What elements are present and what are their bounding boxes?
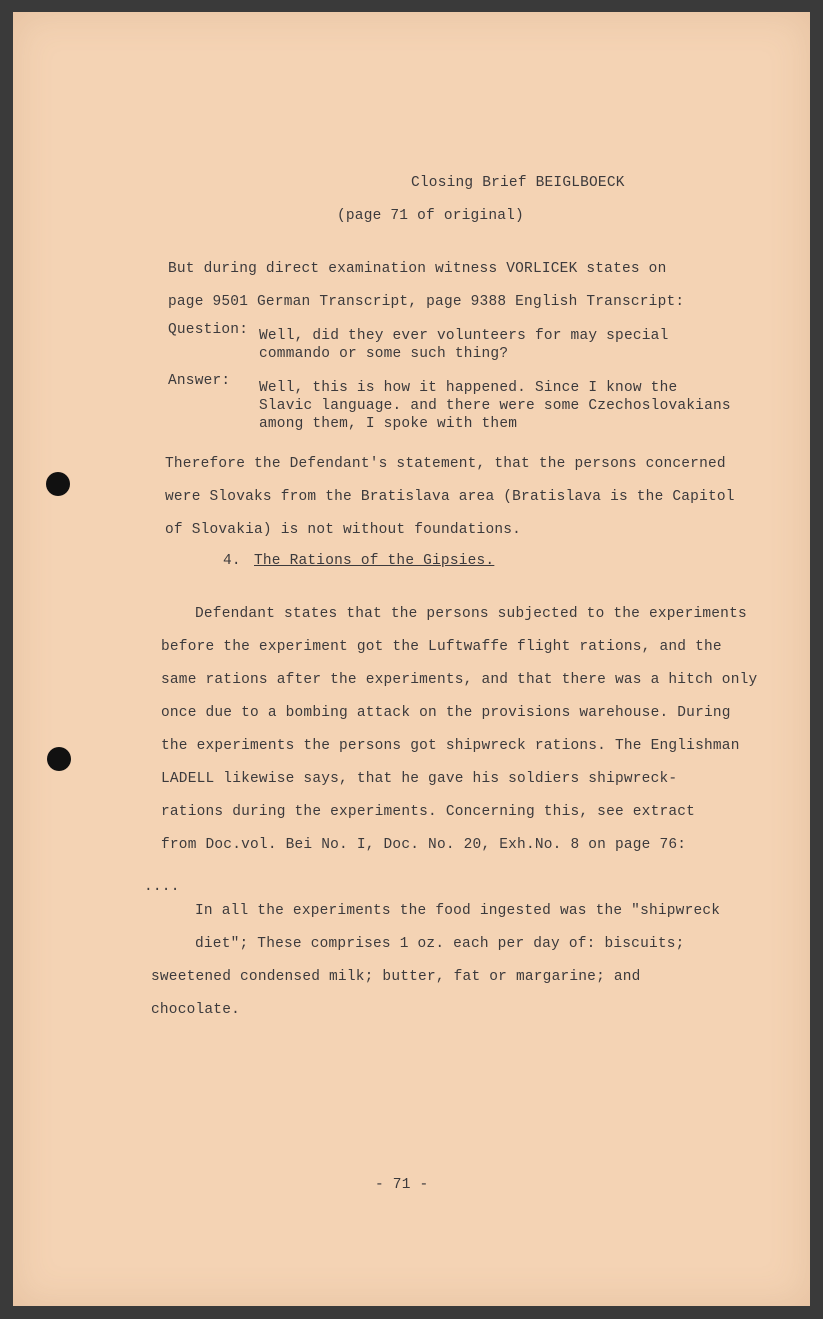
body-line: rations during the experiments. Concerning this, see extract [161,804,696,820]
answer-label: Answer: [168,373,231,389]
page-number: - 71 - [375,1177,429,1193]
quote-line: In all the experiments the food ingested was the "shipwreck [195,903,721,919]
therefore-line: of Slovakia) is not without foundations. [165,522,522,538]
body-line: before the experiment got the Luftwaffe flight rations, and the [161,639,722,655]
answer-line: Well, this is how it happened. Since I know the [259,380,678,396]
quote-ellipsis: .... [144,879,180,895]
quote-line: diet"; These comprises 1 oz. each per day of: biscuits; [195,936,685,952]
intro-line: But during direct examination witness VORLICEK states on [168,261,667,277]
body-line: Defendant states that the persons subjected to the experiments [195,606,747,622]
intro-line: page 9501 German Transcript, page 9388 English Transcript: [168,294,685,310]
quote-line: sweetened condensed milk; butter, fat or margarine; and [151,969,641,985]
question-label: Question: [168,322,249,338]
answer-line: among them, I spoke with them [259,416,518,432]
section-title: The Rations of the Gipsies. [254,553,495,569]
page-reference: (page 71 of original) [337,208,524,224]
therefore-line: Therefore the Defendant's statement, that the persons concerned [165,456,726,472]
body-line: once due to a bombing attack on the provisions warehouse. During [161,705,731,721]
question-line: commando or some such thing? [259,346,509,362]
question-line: Well, did they ever volunteers for may special [259,328,669,344]
section-number: 4. [223,553,241,569]
body-line: same rations after the experiments, and that there was a hitch only [161,672,758,688]
punch-hole-top [46,472,70,496]
body-line: the experiments the persons got shipwreck rations. The Englishman [161,738,740,754]
therefore-line: were Slovaks from the Bratislava area (Bratislava is the Capitol [165,489,735,505]
document-page [13,12,810,1306]
body-line: from Doc.vol. Bei No. I, Doc. No. 20, Exh.No. 8 on page 76: [161,837,687,853]
quote-line: chocolate. [151,1002,241,1018]
answer-line: Slavic language. and there were some Czechoslovakians [259,398,731,414]
body-line: LADELL likewise says, that he gave his soldiers shipwreck- [161,771,678,787]
brief-title: Closing Brief BEIGLBOECK [411,175,625,191]
punch-hole-bottom [47,747,71,771]
